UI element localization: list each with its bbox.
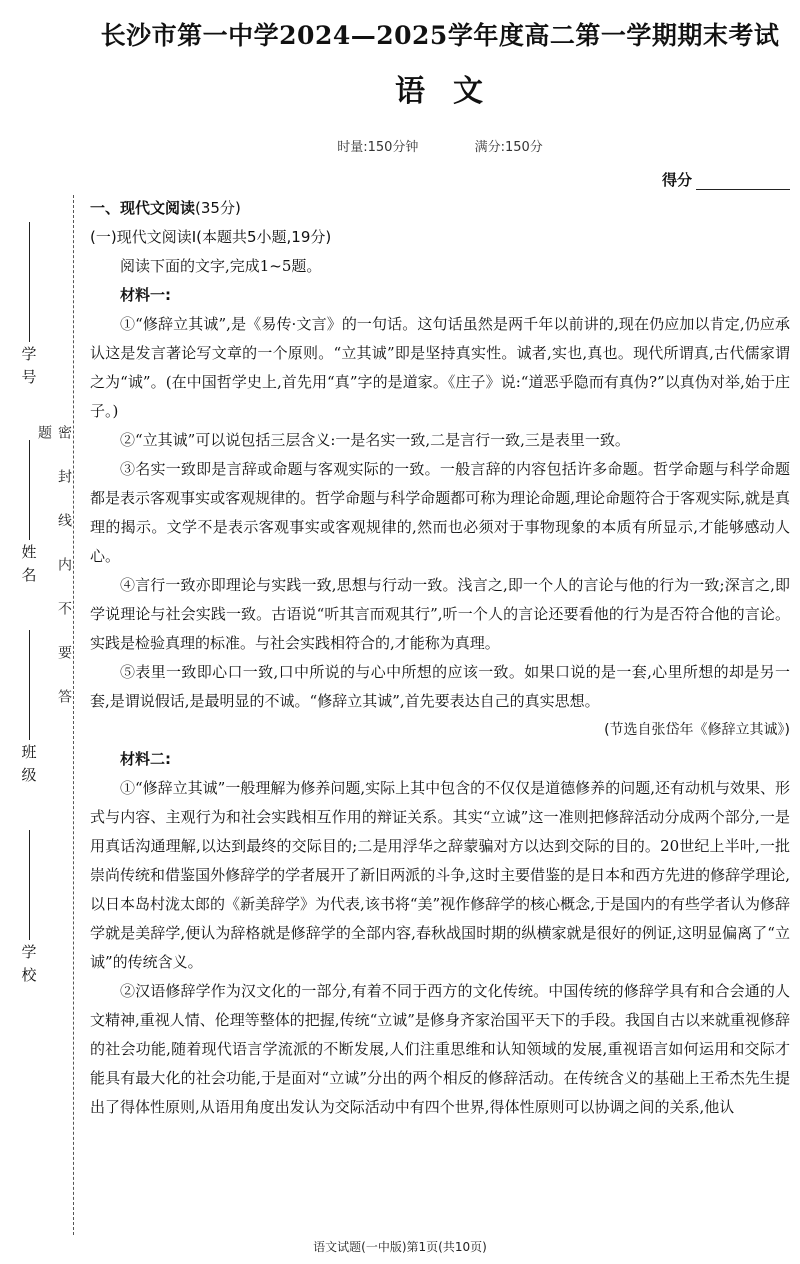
school-blank-line <box>29 830 30 940</box>
instruction-text: 阅读下面的文字,完成1~5题。 <box>120 257 322 275</box>
student-id-label: 学号 <box>19 346 38 392</box>
student-id-field <box>18 222 40 392</box>
section-heading <box>90 194 790 223</box>
class-label: 班级 <box>19 744 38 790</box>
material-1-paragraph-3: ③名实一致即是言辞或命题与客观实际的一致。一般言辞的内容包括许多命题。哲学命题与科学命题都是表示客观事实或客观规律的。哲学命题与科学命题都可称为理论命题,理论命题符合于客观实际,就是真理的揭示。文学不是表示客观事实或客观规律的,然而也必须对于事物现象的本质有所显示,才能够感动人心。 <box>90 460 790 565</box>
material-2-label: 材料二: <box>120 750 171 768</box>
main-content <box>90 10 790 1122</box>
material-1-paragraph-2: ②“立其诚”可以说包括三层含义:一是名实一致,二是言行一致,三是表里一致。 <box>120 431 630 449</box>
exam-time: 时量:150分钟 <box>337 140 419 155</box>
material-1-paragraph-5: ⑤表里一致即心口一致,口中所说的与心中所想的应该一致。如果口说的是一套,心里所想的却是另一套,是谓说假话,是最明显的不诚。“修辞立其诚”,首先要表达自己的真实思想。 <box>90 663 790 710</box>
school-field <box>18 830 40 990</box>
seal-dashed-line <box>73 195 74 1235</box>
score-label: 得分 <box>661 171 692 189</box>
material-2-paragraph-2: ②汉语修辞学作为汉文化的一部分,有着不同于西方的文化传统。中国传统的修辞学具有和合会通的人文精神,重视人情、伦理等整体的把握,传统“立诚”是修身齐家治国平天下的手段。我国自古以来就重视修辞的社会功能,随着现代语言学流派的不断发展,人们注重思维和认知领域的发展,重视语言如何运用和交际才能具有最大化的社会功能,于是面对“立诚”分出的两个相反的修辞活动。在传统含义的基础上王希杰先生提出了得体性原则,从语用角度出发认为交际活动中有四个世界,得体性原则可以协调之间的关系,他认 <box>90 982 790 1116</box>
page-footer: 语文试题(一中版)第1页(共10页) <box>313 1240 487 1254</box>
exam-meta <box>90 136 790 155</box>
exam-title: 长沙市第一中学2024—2025学年度高二第一学期期末考试 <box>100 21 780 50</box>
name-label: 姓名 <box>19 544 38 590</box>
score-box <box>90 169 790 190</box>
exam-subject: 语文 <box>395 74 511 109</box>
subsection-heading: (一)现代文阅读Ⅰ(本题共5小题,19分) <box>90 228 332 246</box>
student-id-blank-line <box>29 222 30 342</box>
school-label: 学校 <box>19 944 38 990</box>
material-1-paragraph-1: ①“修辞立其诚”,是《易传·文言》的一句话。这句话虽然是两千年以前讲的,现在仍应加以肯定,仍应承认这是发言著论写文章的一个原则。“立其诚”即是坚持真实性。诚者,实也,真也。现代所谓真,古代儒家谓之为“诚”。(在中国哲学史上,首先用“真”字的是道家。《庄子》说:“道恶乎隐而有真伪?”以真伪对举,始于庄子。) <box>90 315 790 420</box>
class-blank-line <box>29 630 30 740</box>
name-blank-line <box>29 440 30 540</box>
score-blank[interactable] <box>696 189 790 190</box>
seal-line-notice: 密封线内不要答题 <box>36 425 72 733</box>
exam-full-score: 满分:150分 <box>474 140 543 155</box>
material-1-paragraph-4: ④言行一致亦即理论与实践一致,思想与行动一致。浅言之,即一个人的言论与他的行为一致;深言之,即学说理论与社会实践一致。古语说“听其言而观其行”,听一个人的言论还要看他的行为是否符合他的言论。实践是检验真理的标准。与社会实践相符合的,才能称为真理。 <box>90 576 790 652</box>
reading-section <box>90 194 790 1122</box>
binding-margin <box>0 0 80 1264</box>
class-field <box>18 630 40 790</box>
material-1-source: (节选自张岱年《修辞立其诚》) <box>604 722 790 738</box>
material-2-paragraph-1: ①“修辞立其诚”一般理解为修养问题,实际上其中包含的不仅仅是道德修养的问题,还有动机与效果、形式与内容、主观行为和社会实践相互作用的辩证关系。其实“立诚”这一准则把修辞活动分成两个部分,一是用真话沟通理解,以达到最终的交际目的;二是用浮华之辞蒙骗对方以达到交际的目的。20世纪上半叶,一批崇尚传统和借鉴国外修辞学的学者展开了新旧两派的斗争,这时主要借鉴的是日本和西方先进的修辞学理论,以日本岛村泷太郎的《新美辞学》为代表,该书将“美”视作修辞学的核心概念,于是国内的有些学者认为修辞学就是美辞学,便认为辞格就是修辞学的全部内容,春秋战国时期的纵横家就是很好的例证,这明显偏离了“立诚”的传统含义。 <box>90 779 790 971</box>
section-score: (35分) <box>195 199 241 217</box>
section-title: 一、现代文阅读 <box>90 199 196 217</box>
material-1-label: 材料一: <box>120 286 171 304</box>
